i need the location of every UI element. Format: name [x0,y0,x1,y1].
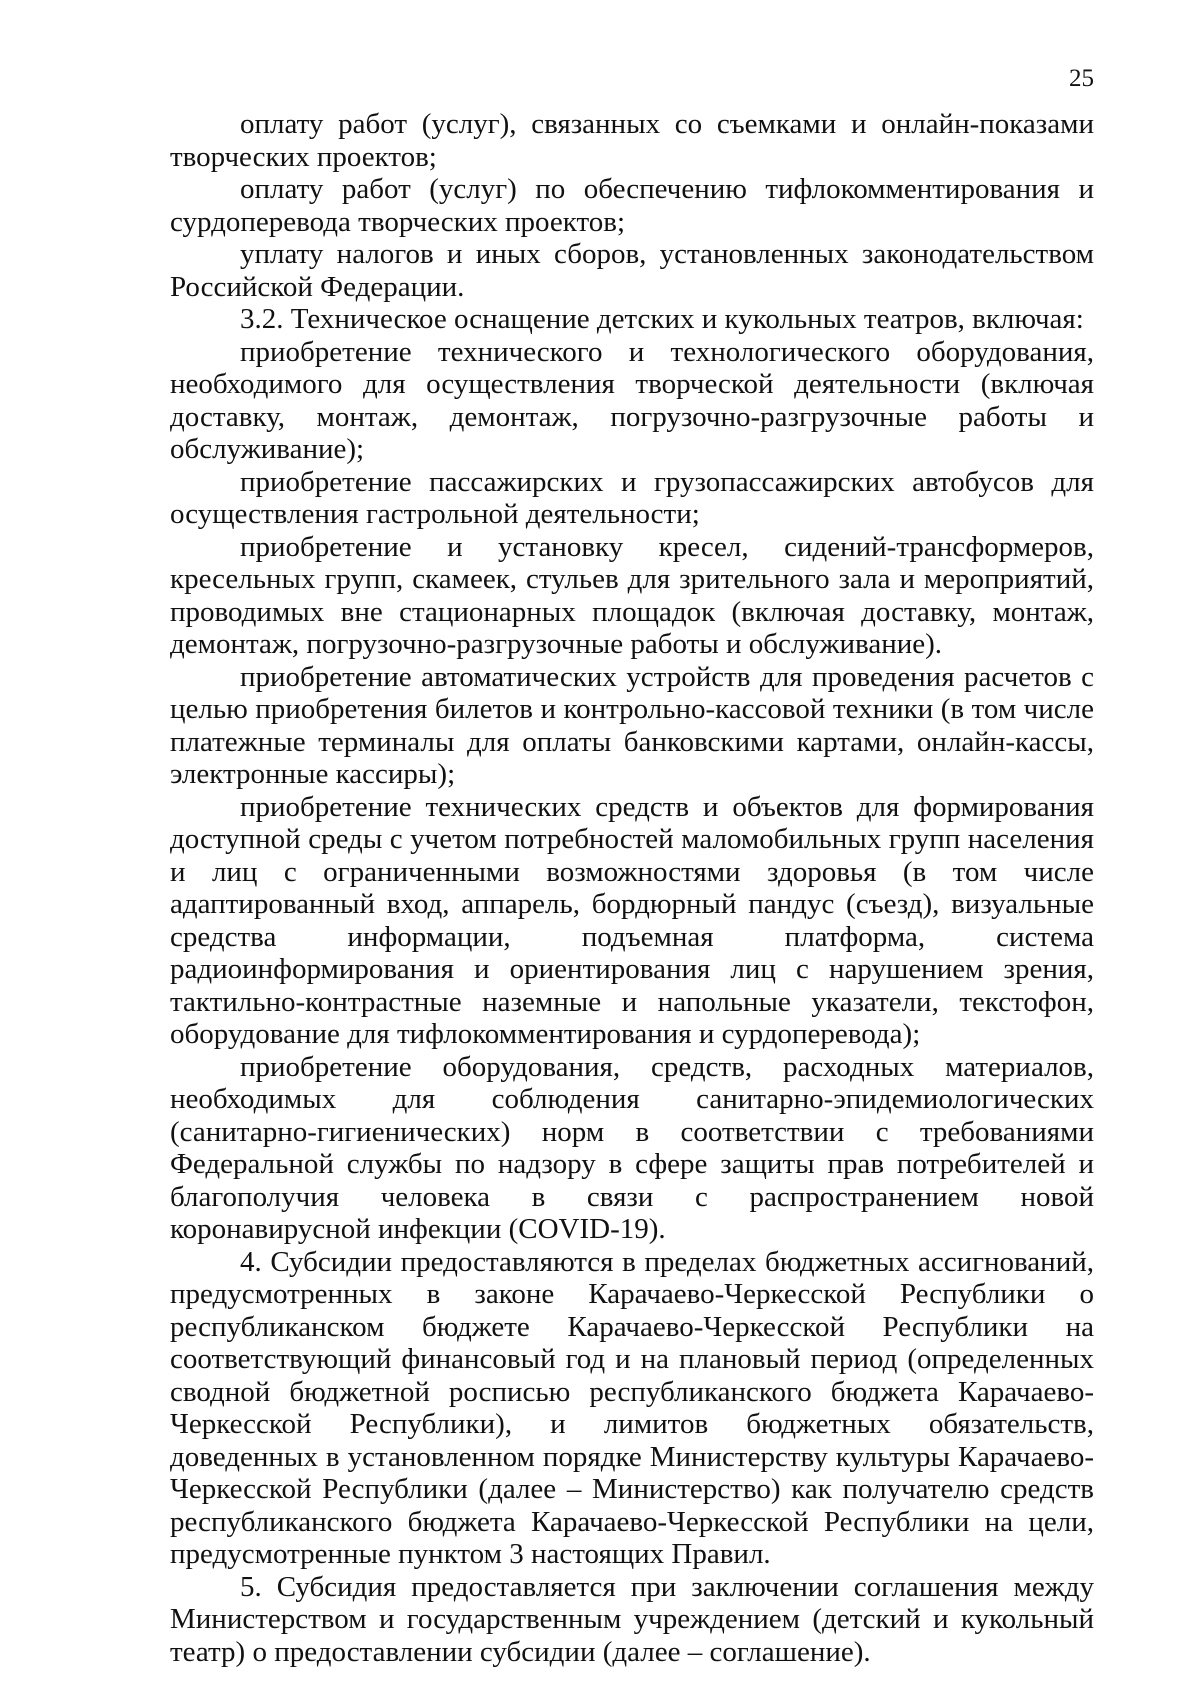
paragraph-taxes: уплату налогов и иных сборов, установленных законодательством Российской Федерации. [170,238,1094,303]
page-number: 25 [1069,65,1094,92]
paragraph-section-4-subsidies: 4. Субсидии предоставляются в пределах бюджетных ассигнований, предусмотренных в законе Карачаево-Черкесской Республики о республиканском бюджете Карачаево-Черкесской Республики на соответствующий финансовый год и на плановый период (определенных сводной бюджетной росписью республиканского бюджета Карачаево-Черкесской Республики), и лимитов бюджетных обязательств, доведенных в установленном порядке Министерству культуры Карачаево-Черкесской Республики (далее – Министерство) как получателю средств республиканского бюджета Карачаево-Черкесской Республики на цели, предусмотренные пунктом 3 настоящих Правил. [170,1245,1094,1570]
paragraph-payment-typhlocommentary: оплату работ (услуг) по обеспечению тифлокомментирования и сурдоперевода творческих проектов; [170,173,1094,238]
paragraph-section-5-agreement: 5. Субсидия предоставляется при заключении соглашения между Министерством и государственным учреждением (детский и кукольный театр) о предоставлении субсидии (далее – соглашение). [170,1570,1094,1668]
document-body [170,108,1094,1668]
paragraph-seating-purchase: приобретение и установку кресел, сидений-трансформеров, кресельных групп, скамеек, стульев для зрительного зала и мероприятий, проводимых вне стационарных площадок (включая доставку, монтаж, демонтаж, погрузочно-разгрузочные работы и обслуживание). [170,530,1094,660]
paragraph-accessibility-means: приобретение технических средств и объектов для формирования доступной среды с учетом потребностей маломобильных групп населения и лиц с ограниченными возможностями здоровья (в том числе адаптированный вход, аппарель, бордюрный пандус (съезд), визуальные средства информации, подъемная платформа, система радиоинформирования и ориентирования лиц с нарушением зрения, тактильно-контрастные наземные и напольные указатели, текстофон, оборудование для тифлокомментирования и сурдоперевода); [170,790,1094,1050]
paragraph-technical-equipment-heading: 3.2. Техническое оснащение детских и кукольных театров, включая: [240,303,1084,335]
paragraph-sanitary-equipment: приобретение оборудования, средств, расходных материалов, необходимых для соблюдения санитарно-эпидемиологических (санитарно-гигиенических) норм в соответствии с требованиями Федеральной службы по надзору в сфере защиты прав потребителей и благополучия человека в связи с распространением новой коронавирусной инфекции (COVID-19). [170,1050,1094,1245]
paragraph-equipment-purchase: приобретение технического и технологического оборудования, необходимого для осуществления творческой деятельности (включая доставку, монтаж, демонтаж, погрузочно-разгрузочные работы и обслуживание); [170,335,1094,465]
paragraph-payment-filming: оплату работ (услуг), связанных со съемками и онлайн-показами творческих проектов; [170,108,1094,173]
paragraph-buses-purchase: приобретение пассажирских и грузопассажирских автобусов для осуществления гастрольной деятельности; [170,465,1094,530]
paragraph-payment-devices: приобретение автоматических устройств для проведения расчетов с целью приобретения билетов и контрольно-кассовой техники (в том числе платежные терминалы для оплаты банковскими картами, онлайн-кассы, электронные кассиры); [170,660,1094,790]
